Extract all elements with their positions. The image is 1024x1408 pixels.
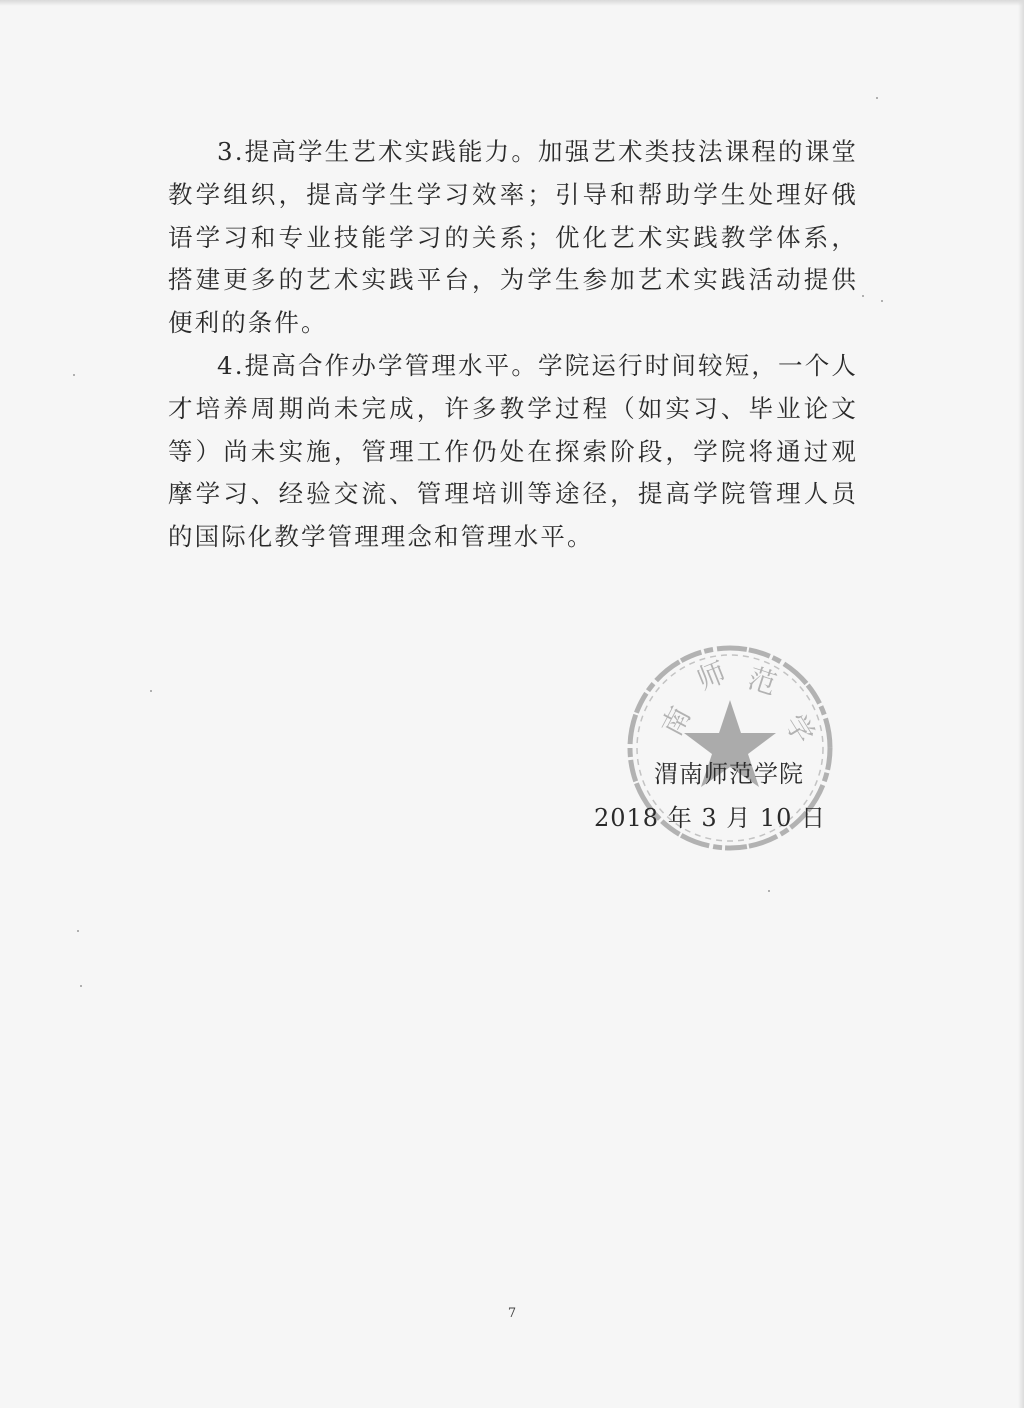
signature-date: 2018 年 3 月 10 日 bbox=[593, 804, 827, 832]
signature-organization: 渭南师范学院 bbox=[654, 760, 804, 788]
svg-text:南: 南 bbox=[655, 701, 698, 742]
signature-block bbox=[560, 752, 860, 840]
svg-text:范: 范 bbox=[743, 661, 781, 702]
svg-text:学: 学 bbox=[778, 708, 821, 750]
paragraph-art-practice: 3.提高学生艺术实践能力。加强艺术类技法课程的课堂教学组织，提高学生学习效率；引导和帮助学生处理好俄语学习和专业技能学习的关系；优化艺术实践教学体系，搭建更多的艺术实践平台，为学生参加艺术实践活动提供便利的条件。 bbox=[168, 137, 858, 338]
paragraph-management: 4.提高合作办学管理水平。学院运行时间较短，一个人才培养周期尚未完成，许多教学过程（如实习、毕业论文等）尚未实施，管理工作仍处在探索阶段，学院将通过观摩学习、经验交流、管理培训等途径，提高学院管理人员的国际化教学管理理念和管理水平。 bbox=[168, 350, 858, 552]
page-number: 7 bbox=[507, 1306, 517, 1321]
svg-text:师: 师 bbox=[692, 655, 731, 697]
scan-edge-top bbox=[0, 0, 1024, 6]
scan-edge-right bbox=[1018, 0, 1024, 1408]
document-body bbox=[168, 131, 858, 559]
